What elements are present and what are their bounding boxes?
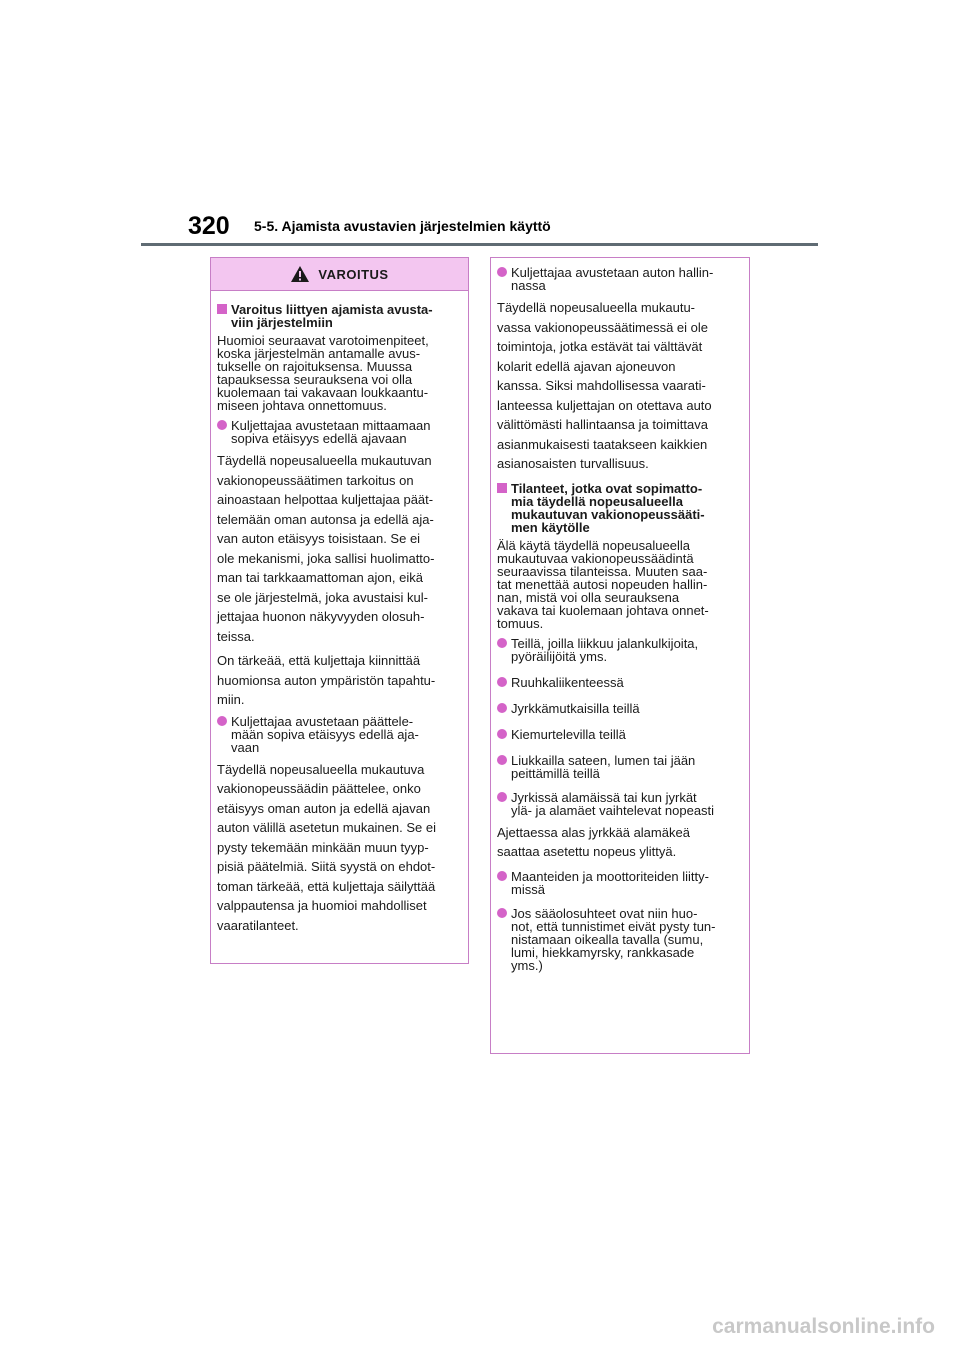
round-bullet-icon (497, 908, 507, 918)
bullet-item: Kuljettajaa avustetaan mittaamaan sopiva etäisyys edellä ajavaan (217, 419, 462, 445)
bullet-item: Teillä, joilla liikkuu jalankulkijoita, pyöräilijöitä yms. (497, 637, 743, 663)
bullet-item: Kiemurtelevilla teillä (497, 728, 743, 741)
bullet-item: Kuljettajaa avustetaan päättele- mään sopiva etäisyys edellä aja- vaan (217, 715, 462, 754)
round-bullet-icon (497, 729, 507, 739)
warning-box-right (490, 257, 750, 1054)
round-bullet-icon (497, 871, 507, 881)
bullet-item: Jyrkkämutkaisilla teillä (497, 702, 743, 715)
body-paragraph: On tärkeää, että kuljettaja kiinnittää huomionsa auton ympäristön tapahtu- miin. (217, 653, 436, 707)
round-bullet-icon (497, 638, 507, 648)
page-number: 320 (188, 212, 230, 240)
warning-box-left (210, 257, 469, 964)
bullet-item: Maanteiden ja moottoriteiden liitty- missä (497, 870, 743, 896)
round-bullet-icon (497, 267, 507, 277)
body-paragraph: Täydellä nopeusalueella mukautu- vassa vakionopeussäätimessä ei ole toimintoja, jotka estävät tai välttävät kolarit edellä ajavan ajoneuvon kanssa. Siksi mahdollisessa vaarati- lanteessa kuljettajan on otettava auto välittömästi hallintaansa ja toimittava asianmukaisesti taatakseen kaikkien asianosaisten turvallisuus. (497, 300, 712, 471)
round-bullet-icon (497, 755, 507, 765)
intro-paragraph: Älä käytä täydellä nopeusalueella mukautuvaa vakionopeussäädintä seuraavissa tilanteissa. Muuten saa- tat menettää autosi nopeuden hallin- nan, mistä voi olla seurauksena vakava tai kuolemaan johtava onnet- tomuus. (497, 537, 709, 631)
bullet-item: Jos sääolosuhteet ovat niin huo- not, että tunnistimet eivät pysty tun- nistamaan oikealla tavalla (sumu, lumi, hiekkamyrsky, rankkasade yms.) (497, 907, 743, 972)
body-paragraph: Täydellä nopeusalueella mukautuva vakionopeussäädin päättelee, onko etäisyys oman auton ja edellä ajavan auton välillä asetetun mukainen. Se ei pysty tekemään minkään muun tyyp- pisiä päätelmiä. Siitä syystä on ehdot- toman tärkeää, että kuljettaja säilyttää valppautensa ja huomioi mahdolliset vaaratilanteet. (217, 761, 436, 933)
bullet-item: Kuljettajaa avustetaan auton hallin- nassa (497, 266, 743, 292)
body-paragraph: Ajettaessa alas jyrkkää alamäkeä saattaa asetettu nopeus ylittyä. (497, 824, 690, 859)
heading-text: Varoitus liittyen ajamista avusta- viin järjestelmiin (231, 302, 433, 330)
square-bullet-icon (217, 304, 227, 314)
round-bullet-icon (217, 716, 227, 726)
warning-header (211, 258, 468, 291)
warning-triangle-icon (290, 265, 310, 283)
section-heading (217, 303, 462, 329)
warning-content-right (491, 258, 749, 972)
bullet-item: Jyrkissä alamäissä tai kun jyrkät ylä- ja alamäet vaihtelevat nopeasti (497, 791, 743, 817)
round-bullet-icon (497, 792, 507, 802)
header-rule (141, 243, 818, 246)
warning-content-left (211, 291, 468, 935)
intro-paragraph: Huomioi seuraavat varotoimenpiteet, koska järjestelmän antamalle avus- tukselle on rajoituksensa. Muussa tapauksessa seurauksena voi olla kuolemaan tai vakavaan loukkaantu- miseen johtava onnettomuus. (217, 333, 429, 413)
watermark: carmanualsonline.info (712, 1315, 935, 1338)
round-bullet-icon (217, 420, 227, 430)
section-title: 5-5. Ajamista avustavien järjestelmien käyttö (254, 218, 551, 234)
round-bullet-icon (497, 677, 507, 687)
heading-text: Tilanteet, jotka ovat sopimatto- mia täydellä nopeusalueella mukautuvan vakionopeussääti- men käytölle (511, 480, 705, 535)
bullet-item: Liukkailla sateen, lumen tai jään peittämillä teillä (497, 754, 743, 780)
section-heading (497, 482, 743, 534)
warning-title: VAROITUS (318, 266, 389, 282)
round-bullet-icon (497, 703, 507, 713)
bullet-item: Ruuhkaliikenteessä (497, 676, 743, 689)
square-bullet-icon (497, 483, 507, 493)
body-paragraph: Täydellä nopeusalueella mukautuvan vakionopeussäätimen tarkoitus on ainoastaan helpottaa kuljettajaa päät- telemään oman autonsa ja edellä aja- van auton etäisyys toisistaan. Se ei ole mekanismi, joka sallisi huolimatto- man tai tarkkaamattoman ajon, eikä se ole järjestelmä, joka avustaisi kul- jettajaa huonon näkyvyyden olosuh- teissa. (217, 453, 435, 644)
